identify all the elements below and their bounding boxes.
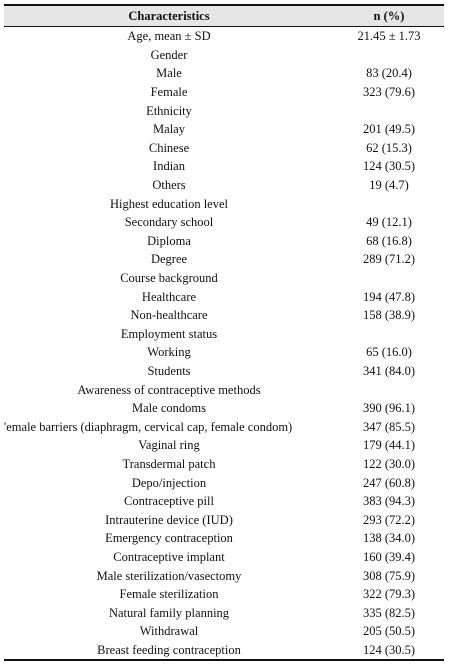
characteristic-label: Students bbox=[147, 363, 191, 378]
table-row bbox=[4, 622, 444, 641]
table-row bbox=[4, 380, 444, 399]
characteristic-label: Malay bbox=[153, 122, 185, 137]
characteristic-label: Indian bbox=[153, 159, 185, 174]
characteristic-value bbox=[334, 269, 444, 288]
characteristic-label: Intrauterine device (IUD) bbox=[105, 512, 233, 527]
table-row bbox=[4, 306, 444, 325]
characteristic-label: Working bbox=[147, 345, 191, 360]
characteristic-label: Male condoms bbox=[132, 401, 206, 416]
table-row bbox=[4, 585, 444, 604]
characteristic-label: Breast feeding contraception bbox=[4, 641, 334, 661]
characteristic-value: 323 (79.6) bbox=[362, 85, 416, 100]
characteristic-label: Chinese bbox=[148, 140, 190, 155]
characteristic-label: Course background bbox=[120, 271, 218, 286]
table-row bbox=[4, 250, 444, 269]
characteristic-label: Contraceptive pill bbox=[124, 494, 214, 509]
characteristic-value: 65 (16.0) bbox=[366, 345, 412, 360]
table-row bbox=[4, 83, 444, 102]
table-row bbox=[4, 548, 444, 567]
characteristic-value: 322 (79.3) bbox=[362, 587, 416, 602]
characteristic-value: 68 (16.8) bbox=[366, 233, 412, 248]
table-row bbox=[4, 46, 444, 65]
characteristic-label: Highest education level bbox=[109, 196, 229, 211]
table-header-row bbox=[4, 5, 444, 27]
table-row bbox=[4, 269, 444, 288]
characteristics-table-container bbox=[4, 4, 444, 661]
table-row bbox=[4, 64, 444, 83]
characteristic-label: Emergency contraception bbox=[105, 531, 233, 546]
characteristic-label: Gender bbox=[150, 47, 188, 62]
table-row bbox=[4, 566, 444, 585]
characteristic-value: 205 (50.5) bbox=[362, 624, 416, 639]
characteristic-value: 124 (30.5) bbox=[362, 159, 416, 174]
table-row bbox=[4, 641, 444, 661]
table-body bbox=[4, 27, 444, 661]
characteristic-value bbox=[334, 194, 444, 213]
table-row bbox=[4, 325, 444, 344]
table-row bbox=[4, 603, 444, 622]
characteristic-value: 19 (4.7) bbox=[369, 178, 409, 193]
table-row bbox=[4, 213, 444, 232]
characteristic-value: 335 (82.5) bbox=[362, 605, 416, 620]
table-row bbox=[4, 27, 444, 46]
characteristic-label: Employment status bbox=[120, 326, 218, 341]
characteristic-value bbox=[334, 46, 444, 65]
characteristic-label: Healthcare bbox=[141, 289, 197, 304]
characteristic-value: 160 (39.4) bbox=[362, 549, 416, 564]
characteristic-value: 83 (20.4) bbox=[366, 66, 412, 81]
characteristic-value bbox=[334, 325, 444, 344]
table-row bbox=[4, 362, 444, 381]
characteristic-label: Male bbox=[156, 66, 182, 81]
characteristic-label: Withdrawal bbox=[139, 624, 199, 639]
header-characteristics: Characteristics bbox=[4, 5, 334, 27]
characteristic-value: 179 (44.1) bbox=[362, 438, 416, 453]
table-row bbox=[4, 139, 444, 158]
table-row bbox=[4, 417, 444, 436]
table-row bbox=[4, 455, 444, 474]
table-row bbox=[4, 232, 444, 251]
characteristic-label: Vaginal ring bbox=[138, 438, 200, 453]
table-row bbox=[4, 529, 444, 548]
characteristic-label: Contraceptive implant bbox=[113, 549, 225, 564]
characteristic-value: 124 (30.5) bbox=[334, 641, 444, 661]
table-row bbox=[4, 343, 444, 362]
table-row bbox=[4, 510, 444, 529]
table-row bbox=[4, 120, 444, 139]
characteristic-value: 347 (85.5) bbox=[362, 419, 416, 434]
characteristic-label: Secondary school bbox=[124, 215, 214, 230]
characteristic-value: 308 (75.9) bbox=[362, 568, 416, 583]
characteristic-label: Transdermal patch bbox=[122, 456, 216, 471]
characteristic-value: 194 (47.8) bbox=[362, 289, 416, 304]
characteristic-label: Male sterilization/vasectomy bbox=[96, 568, 242, 583]
characteristic-value: 122 (30.0) bbox=[362, 456, 416, 471]
characteristic-value: 158 (38.9) bbox=[362, 308, 416, 323]
table-row bbox=[4, 176, 444, 195]
table-row bbox=[4, 194, 444, 213]
characteristic-label: Awareness of contraceptive methods bbox=[77, 382, 261, 397]
characteristic-value: 341 (84.0) bbox=[362, 363, 416, 378]
characteristic-value bbox=[334, 380, 444, 399]
characteristic-value: 247 (60.8) bbox=[362, 475, 416, 490]
characteristic-value bbox=[334, 101, 444, 120]
header-n-percent: n (%) bbox=[334, 5, 444, 27]
table-row bbox=[4, 101, 444, 120]
characteristic-label: Age, mean ± SD bbox=[127, 29, 211, 44]
characteristic-label: Natural family planning bbox=[108, 605, 230, 620]
characteristic-value: 293 (72.2) bbox=[362, 512, 416, 527]
characteristic-value: 138 (34.0) bbox=[362, 531, 416, 546]
characteristic-label: Female sterilization bbox=[119, 587, 219, 602]
characteristic-label: 'emale barriers (diaphragm, cervical cap, female condom) bbox=[4, 419, 293, 434]
characteristic-label: Female bbox=[150, 85, 188, 100]
characteristic-label: Diploma bbox=[147, 233, 191, 248]
characteristic-value: 21.45 ± 1.73 bbox=[357, 29, 421, 44]
table-row bbox=[4, 399, 444, 418]
characteristic-label: Degree bbox=[150, 252, 188, 267]
characteristic-value: 289 (71.2) bbox=[362, 252, 416, 267]
characteristic-value: 390 (96.1) bbox=[362, 401, 416, 416]
characteristic-value: 201 (49.5) bbox=[362, 122, 416, 137]
characteristics-table bbox=[4, 4, 444, 661]
table-row bbox=[4, 436, 444, 455]
characteristic-value: 62 (15.3) bbox=[366, 140, 412, 155]
characteristic-label: Depo/injection bbox=[131, 475, 207, 490]
table-row bbox=[4, 287, 444, 306]
characteristic-value: 49 (12.1) bbox=[366, 215, 412, 230]
characteristic-label: Others bbox=[152, 178, 186, 193]
characteristic-label: Ethnicity bbox=[146, 103, 192, 118]
characteristic-label: Non-healthcare bbox=[130, 308, 208, 323]
table-row bbox=[4, 473, 444, 492]
table-row bbox=[4, 492, 444, 511]
characteristic-value: 383 (94.3) bbox=[362, 494, 416, 509]
table-row bbox=[4, 157, 444, 176]
